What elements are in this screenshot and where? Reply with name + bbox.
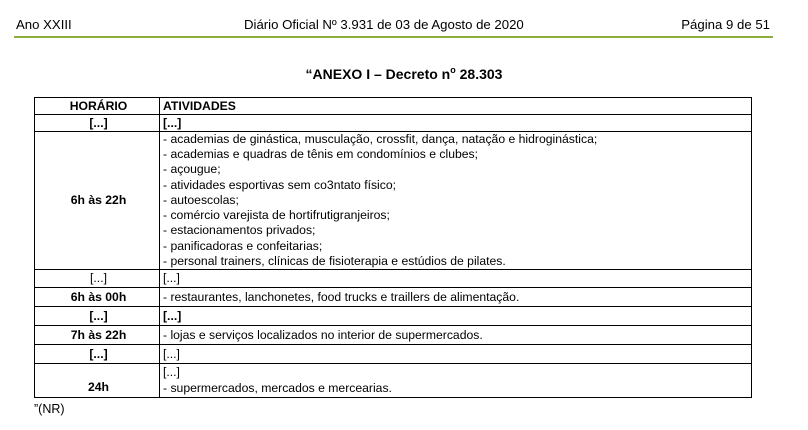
table-row bbox=[35, 115, 752, 132]
closing-note: ”(NR) bbox=[34, 402, 65, 416]
activity-item: [...] bbox=[163, 365, 180, 380]
row-activity: [...] bbox=[160, 307, 752, 326]
row-activity: - lojas e serviços localizados no interior de supermercados. bbox=[160, 326, 752, 345]
column-header-activities: ATIVIDADES bbox=[160, 98, 752, 115]
annex-table bbox=[34, 97, 752, 398]
annex-title bbox=[0, 66, 808, 82]
table-row bbox=[35, 326, 752, 345]
row-activity: [...] bbox=[160, 270, 752, 288]
header-page-number: Página 9 de 51 bbox=[681, 17, 770, 32]
activity-item: - academias de ginástica, musculação, crossfit, dança, natação e hidroginástica; bbox=[163, 132, 598, 147]
column-header-hours: HORÁRIO bbox=[35, 98, 160, 115]
activity-item: - açougue; bbox=[163, 162, 221, 177]
table-row bbox=[35, 270, 752, 288]
header-divider bbox=[14, 36, 773, 38]
row-hours: [...] bbox=[35, 345, 160, 364]
annex-title-main: “ANEXO I – Decreto n bbox=[305, 66, 451, 82]
header-year: Ano XXIII bbox=[16, 17, 72, 32]
activity-item: - academias e quadras de tênis em condomínios e clubes; bbox=[163, 147, 479, 162]
activity-item: - personal trainers, clínicas de fisioterapia e estúdios de pilates. bbox=[163, 253, 506, 268]
activity-item: - autoescolas; bbox=[163, 192, 239, 207]
header-gazette-title: Diário Oficial Nº 3.931 de 03 de Agosto de 2020 bbox=[244, 17, 524, 32]
activity-item: - supermercados, mercados e mercearias. bbox=[163, 380, 392, 395]
activity-item: - panificadoras e confeitarias; bbox=[163, 238, 323, 253]
activity-item: - estacionamentos privados; bbox=[163, 223, 316, 238]
row-activity: [...] bbox=[160, 345, 752, 364]
row-activity: - restaurantes, lanchonetes, food trucks e traillers de alimentação. bbox=[160, 288, 752, 307]
row-activities bbox=[160, 132, 752, 270]
annex-title-sup: o bbox=[450, 65, 456, 75]
activity-item: - atividades esportivas sem co3ntato físico; bbox=[163, 177, 397, 192]
row-hours: [...] bbox=[35, 270, 160, 288]
row-activity: [...] bbox=[160, 115, 752, 132]
row-hours: 7h às 22h bbox=[35, 326, 160, 345]
row-hours: [...] bbox=[35, 307, 160, 326]
table-header-row bbox=[35, 98, 752, 115]
activity-item: - comércio varejista de hortifrutigranjeiros; bbox=[163, 208, 390, 223]
table-row bbox=[35, 132, 752, 270]
row-hours: 6h às 00h bbox=[35, 288, 160, 307]
table-row bbox=[35, 288, 752, 307]
row-hours: [...] bbox=[35, 115, 160, 132]
row-activities bbox=[160, 364, 752, 398]
table-row bbox=[35, 364, 752, 398]
table-row bbox=[35, 307, 752, 326]
annex-title-number: 28.303 bbox=[455, 66, 503, 82]
row-hours: 24h bbox=[35, 364, 160, 398]
row-hours: 6h às 22h bbox=[35, 132, 160, 270]
table-row bbox=[35, 345, 752, 364]
page-header bbox=[14, 8, 772, 38]
